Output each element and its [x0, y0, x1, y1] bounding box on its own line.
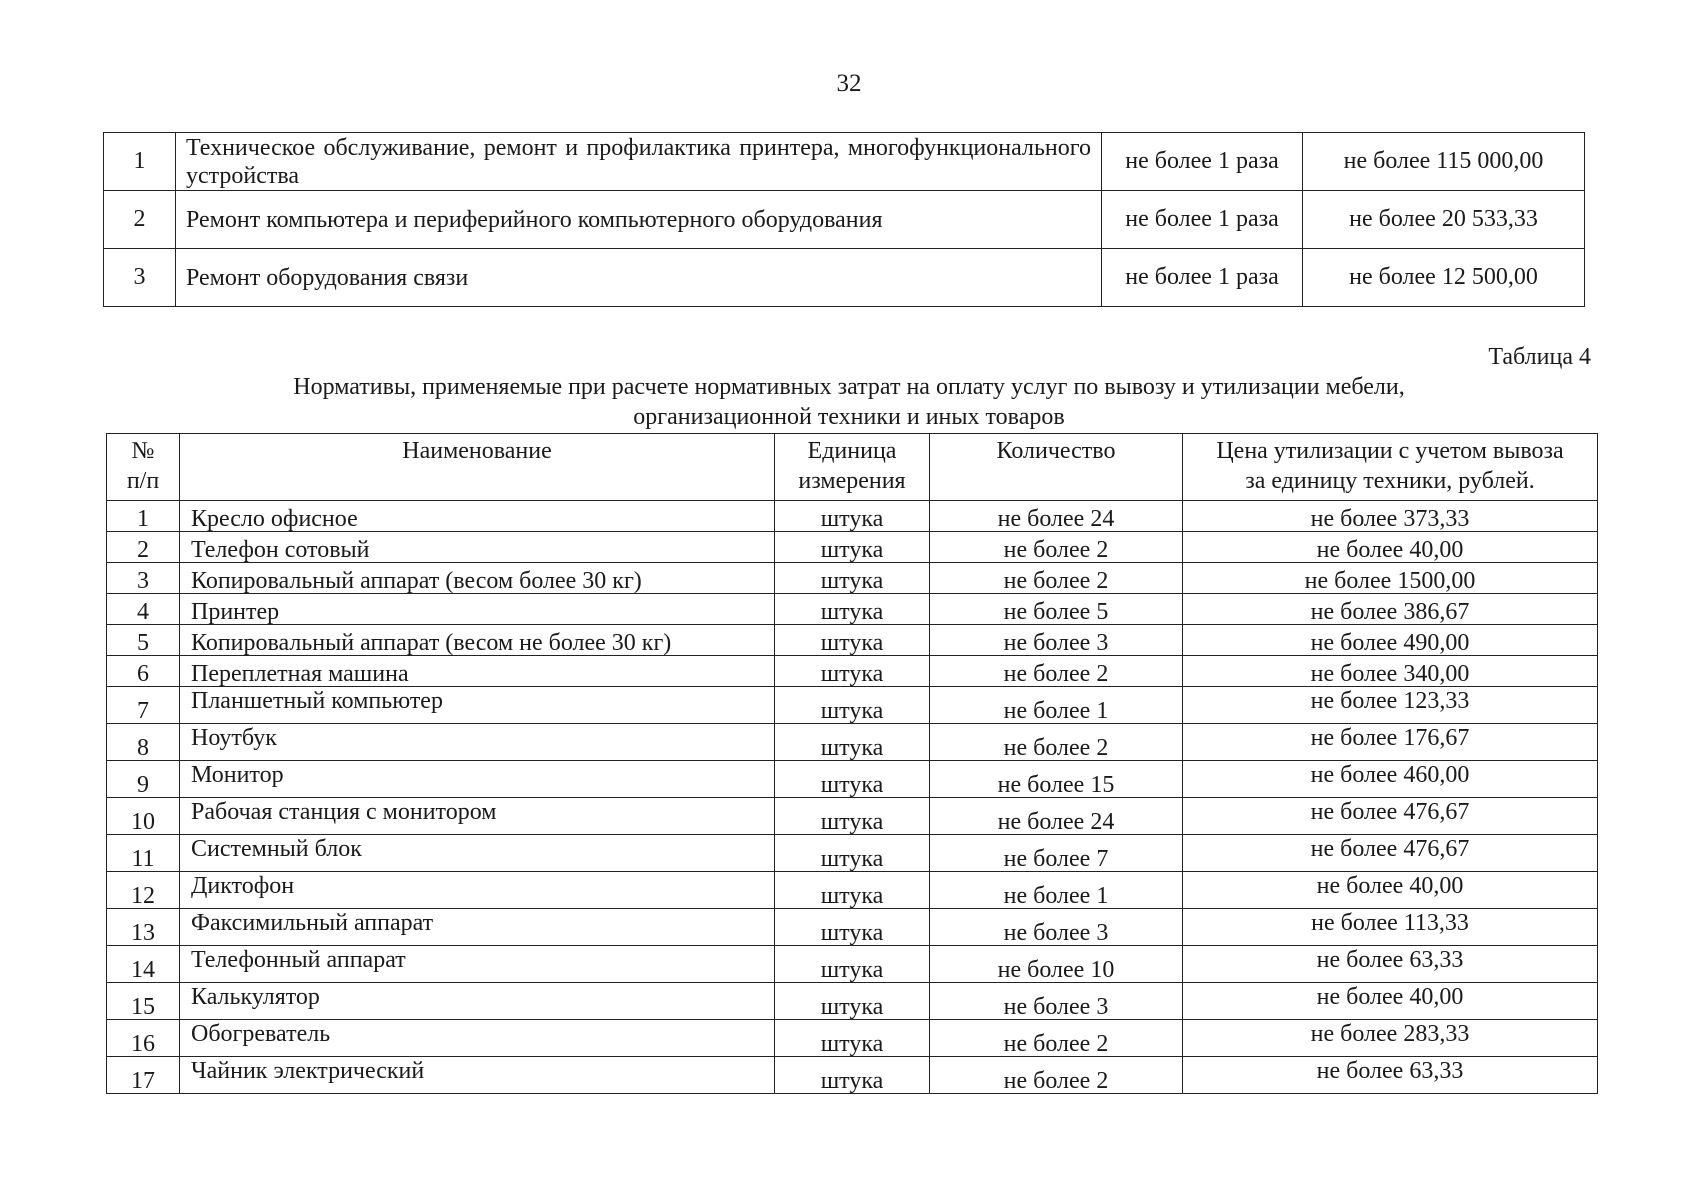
- table-title: [100, 372, 1598, 432]
- row-unit: штука: [775, 625, 930, 656]
- row-quantity: не более 24: [930, 501, 1183, 532]
- row-unit: штука: [775, 687, 930, 724]
- row-number: 7: [107, 687, 180, 724]
- row-price: не более 476,67: [1183, 798, 1598, 835]
- row-price: не более 123,33: [1183, 687, 1598, 724]
- row-name: Чайник электрический: [180, 1057, 775, 1094]
- row-name: Копировальный аппарат (весом более 30 кг): [180, 563, 775, 594]
- row-number: 4: [107, 594, 180, 625]
- row-number: 8: [107, 724, 180, 761]
- row-price: не более 63,33: [1183, 1057, 1598, 1094]
- row-number: 2: [104, 191, 176, 249]
- row-price: не более 113,33: [1183, 909, 1598, 946]
- row-price: не более 283,33: [1183, 1020, 1598, 1057]
- row-unit: штука: [775, 798, 930, 835]
- row-unit: штука: [775, 946, 930, 983]
- table-row: [107, 872, 1598, 909]
- row-unit: штука: [775, 761, 930, 798]
- row-quantity: не более 2: [930, 563, 1183, 594]
- table-body: [107, 501, 1598, 1094]
- table-row: [107, 1020, 1598, 1057]
- header-text: измерения: [798, 468, 906, 494]
- table-row: [107, 563, 1598, 594]
- row-number: 1: [107, 501, 180, 532]
- row-unit: штука: [775, 563, 930, 594]
- row-quantity: не более 2: [930, 532, 1183, 563]
- row-unit: штука: [775, 656, 930, 687]
- table-row: [107, 761, 1598, 798]
- row-price: не более 176,67: [1183, 724, 1598, 761]
- row-quantity: не более 24: [930, 798, 1183, 835]
- table-row: [107, 1057, 1598, 1094]
- header-text: п/п: [126, 468, 160, 494]
- header-text: Цена утилизации с учетом вывоза: [1216, 438, 1564, 464]
- row-number: 1: [104, 133, 176, 191]
- row-name: Ноутбук: [180, 724, 775, 761]
- row-name: Переплетная машина: [180, 656, 775, 687]
- table-row: [107, 724, 1598, 761]
- page-number: 32: [836, 70, 862, 97]
- row-number: 17: [107, 1057, 180, 1094]
- table-row: [107, 501, 1598, 532]
- row-quantity: не более 1: [930, 872, 1183, 909]
- row-name: Кресло офисное: [180, 501, 775, 532]
- row-name: Телефонный аппарат: [180, 946, 775, 983]
- row-price: не более 40,00: [1183, 532, 1598, 563]
- row-name: Факсимильный аппарат: [180, 909, 775, 946]
- table-row: [107, 532, 1598, 563]
- row-price: не более 40,00: [1183, 872, 1598, 909]
- row-price: не более 476,67: [1183, 835, 1598, 872]
- row-unit: штука: [775, 532, 930, 563]
- row-unit: штука: [775, 909, 930, 946]
- table-header-row: [107, 434, 1598, 501]
- row-name: Техническое обслуживание, ремонт и профилактика принтера, многофункционального устройства: [176, 133, 1102, 191]
- header-text: за единицу техники, рублей.: [1245, 468, 1535, 494]
- row-name: Рабочая станция с монитором: [180, 798, 775, 835]
- table-title-line: организационной техники и иных товаров: [633, 404, 1065, 430]
- row-number: 9: [107, 761, 180, 798]
- row-quantity: не более 2: [930, 1020, 1183, 1057]
- row-unit: штука: [775, 1057, 930, 1094]
- row-unit: штука: [775, 594, 930, 625]
- row-name: Ремонт компьютера и периферийного компьютерного оборудования: [176, 191, 1102, 249]
- row-frequency: не более 1 раза: [1102, 133, 1303, 191]
- table-row: [104, 191, 1585, 249]
- header-number: [107, 434, 180, 501]
- table-row: [107, 625, 1598, 656]
- row-name: Телефон сотовый: [180, 532, 775, 563]
- header-text: №: [131, 438, 155, 464]
- row-name: Монитор: [180, 761, 775, 798]
- row-unit: штука: [775, 983, 930, 1020]
- table-row: [104, 249, 1585, 307]
- table-row: [107, 946, 1598, 983]
- row-unit: штука: [775, 835, 930, 872]
- row-quantity: не более 2: [930, 1057, 1183, 1094]
- row-price: не более 373,33: [1183, 501, 1598, 532]
- table-row: [107, 835, 1598, 872]
- table-title-line: Нормативы, применяемые при расчете нормативных затрат на оплату услуг по вывозу и утилизации мебели,: [293, 374, 1405, 400]
- row-price: не более 40,00: [1183, 983, 1598, 1020]
- row-name: Обогреватель: [180, 1020, 775, 1057]
- row-quantity: не более 5: [930, 594, 1183, 625]
- row-quantity: не более 3: [930, 909, 1183, 946]
- row-price: не более 340,00: [1183, 656, 1598, 687]
- row-number: 11: [107, 835, 180, 872]
- row-quantity: не более 3: [930, 625, 1183, 656]
- disposal-norms-table: [106, 433, 1598, 1094]
- row-unit: штука: [775, 501, 930, 532]
- table-row: [107, 909, 1598, 946]
- row-price: не более 115 000,00: [1303, 133, 1585, 191]
- row-quantity: не более 1: [930, 687, 1183, 724]
- row-number: 5: [107, 625, 180, 656]
- row-number: 10: [107, 798, 180, 835]
- row-quantity: не более 10: [930, 946, 1183, 983]
- header-unit: [775, 434, 930, 501]
- row-price: не более 12 500,00: [1303, 249, 1585, 307]
- row-quantity: не более 2: [930, 656, 1183, 687]
- row-number: 16: [107, 1020, 180, 1057]
- row-price: не более 490,00: [1183, 625, 1598, 656]
- row-quantity: не более 2: [930, 724, 1183, 761]
- row-name: Планшетный компьютер: [180, 687, 775, 724]
- table-row: [107, 983, 1598, 1020]
- row-name: Системный блок: [180, 835, 775, 872]
- row-name: Принтер: [180, 594, 775, 625]
- row-unit: штука: [775, 724, 930, 761]
- table-row: [107, 594, 1598, 625]
- header-text: Единица: [807, 438, 897, 464]
- row-quantity: не более 7: [930, 835, 1183, 872]
- row-number: 2: [107, 532, 180, 563]
- row-price: не более 460,00: [1183, 761, 1598, 798]
- row-frequency: не более 1 раза: [1102, 249, 1303, 307]
- row-price: не более 1500,00: [1183, 563, 1598, 594]
- header-price: [1183, 434, 1598, 501]
- row-number: 15: [107, 983, 180, 1020]
- row-frequency: не более 1 раза: [1102, 191, 1303, 249]
- row-unit: штука: [775, 872, 930, 909]
- row-number: 3: [104, 249, 176, 307]
- row-name: Ремонт оборудования связи: [176, 249, 1102, 307]
- row-unit: штука: [775, 1020, 930, 1057]
- row-price: не более 63,33: [1183, 946, 1598, 983]
- row-number: 12: [107, 872, 180, 909]
- row-price: не более 20 533,33: [1303, 191, 1585, 249]
- row-name: Диктофон: [180, 872, 775, 909]
- row-number: 6: [107, 656, 180, 687]
- row-number: 13: [107, 909, 180, 946]
- row-quantity: не более 15: [930, 761, 1183, 798]
- services-table: [103, 132, 1585, 307]
- row-name: Калькулятор: [180, 983, 775, 1020]
- header-name: Наименование: [180, 434, 775, 501]
- header-quantity: Количество: [930, 434, 1183, 501]
- table-row: [104, 133, 1585, 191]
- row-number: 3: [107, 563, 180, 594]
- row-quantity: не более 3: [930, 983, 1183, 1020]
- row-price: не более 386,67: [1183, 594, 1598, 625]
- table-label: Таблица 4: [1488, 344, 1591, 370]
- row-name: Копировальный аппарат (весом не более 30 кг): [180, 625, 775, 656]
- table-row: [107, 687, 1598, 724]
- table-row: [107, 656, 1598, 687]
- row-number: 14: [107, 946, 180, 983]
- table-row: [107, 798, 1598, 835]
